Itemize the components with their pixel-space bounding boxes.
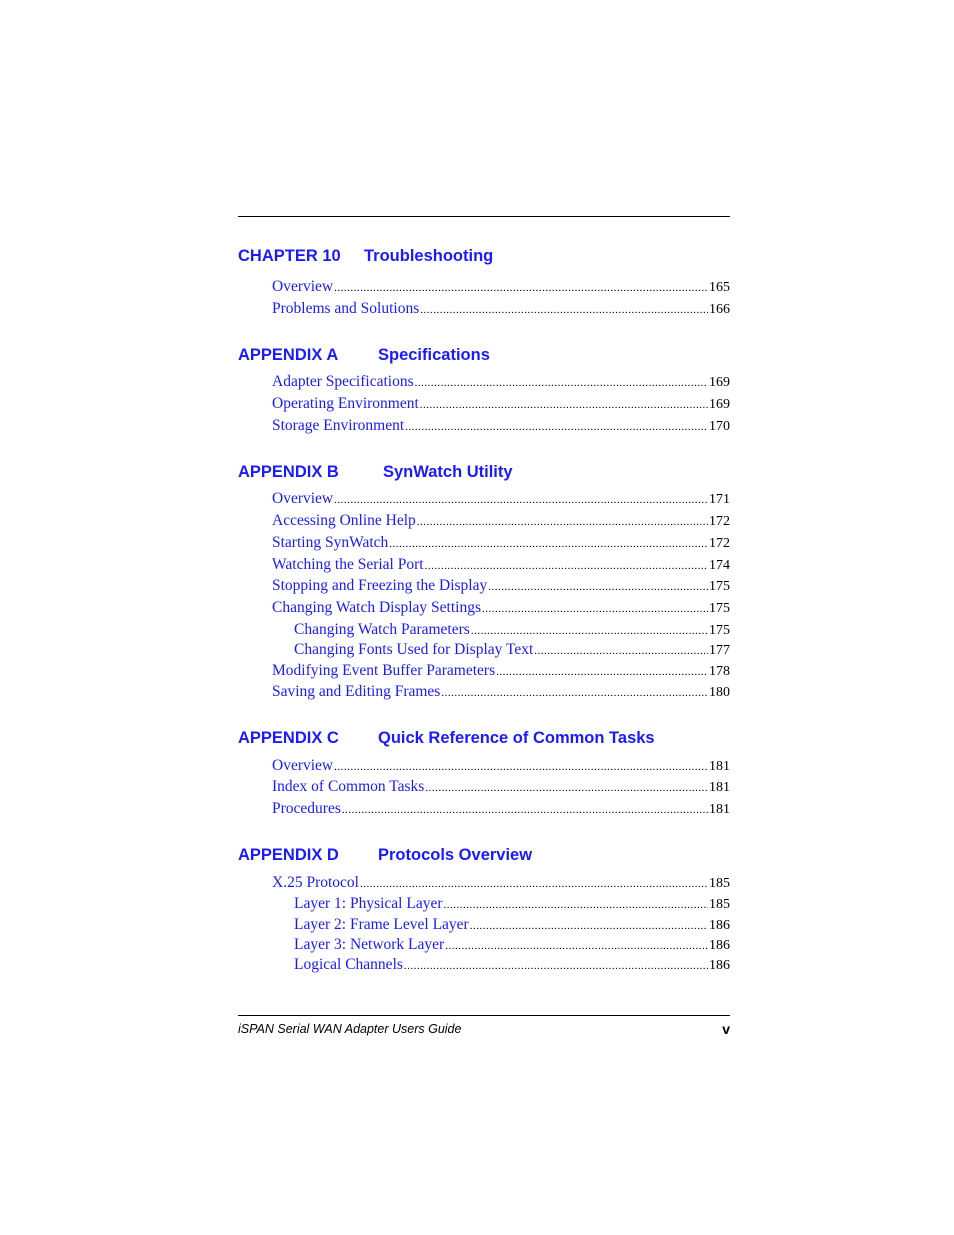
toc-entry[interactable] xyxy=(272,874,730,894)
toc-entry[interactable] xyxy=(272,800,730,820)
entry-page: 169 xyxy=(709,397,730,412)
footer-rule xyxy=(238,1015,730,1016)
leader-dots xyxy=(470,920,708,932)
footer-guide-title: iSPAN Serial WAN Adapter Users Guide xyxy=(238,1022,462,1036)
toc-subentry[interactable] xyxy=(294,641,730,661)
toc-entry[interactable] xyxy=(272,556,730,576)
leader-dots xyxy=(496,666,708,678)
chapter-title: Quick Reference of Common Tasks xyxy=(378,729,655,747)
appendix-c-heading[interactable] xyxy=(238,729,730,751)
toc-entry[interactable] xyxy=(272,417,730,437)
entry-page: 175 xyxy=(709,601,730,616)
entry-page: 172 xyxy=(709,536,730,551)
entry-title: Layer 3: Network Layer xyxy=(294,936,445,953)
entry-page: 170 xyxy=(709,419,730,434)
leader-dots xyxy=(342,804,708,816)
entry-page: 165 xyxy=(709,280,730,295)
entry-page: 186 xyxy=(709,918,730,933)
leader-dots xyxy=(441,687,708,699)
leader-dots xyxy=(534,645,708,657)
leader-dots xyxy=(334,494,708,506)
header-rule xyxy=(238,216,730,217)
toc-entry[interactable] xyxy=(272,490,730,510)
entry-title: X.25 Protocol xyxy=(272,874,359,891)
entry-page: 185 xyxy=(709,876,730,891)
leader-dots xyxy=(482,603,708,615)
toc-entry[interactable] xyxy=(272,757,730,777)
entry-title: Layer 1: Physical Layer xyxy=(294,895,443,912)
toc-subentry[interactable] xyxy=(294,916,730,936)
entry-title: Changing Watch Parameters xyxy=(294,621,470,638)
entry-page: 180 xyxy=(709,685,730,700)
entry-title: Storage Environment xyxy=(272,417,405,434)
entry-page: 186 xyxy=(709,958,730,973)
entry-page: 174 xyxy=(709,558,730,573)
appendix-d-heading[interactable] xyxy=(238,846,730,868)
chapter-label: APPENDIX D xyxy=(238,846,339,864)
entry-page: 175 xyxy=(709,579,730,594)
toc-subentry[interactable] xyxy=(294,621,730,641)
footer-page-number: v xyxy=(722,1021,730,1037)
entry-title: Procedures xyxy=(272,800,341,817)
leader-dots xyxy=(420,304,708,316)
chapter-label: APPENDIX B xyxy=(238,463,339,481)
entry-page: 186 xyxy=(709,938,730,953)
toc-entry[interactable] xyxy=(272,778,730,798)
chapter-title: Specifications xyxy=(378,346,490,364)
entry-page: 171 xyxy=(709,492,730,507)
entry-title: Starting SynWatch xyxy=(272,534,389,551)
toc-entry[interactable] xyxy=(272,599,730,619)
entry-title: Accessing Online Help xyxy=(272,512,416,529)
entry-title: Layer 2: Frame Level Layer xyxy=(294,916,469,933)
leader-dots xyxy=(471,625,708,637)
entry-title: Modifying Event Buffer Parameters xyxy=(272,662,496,679)
entry-title: Overview xyxy=(272,757,334,774)
appendix-a-heading[interactable] xyxy=(238,346,730,368)
entry-title: Watching the Serial Port xyxy=(272,556,424,573)
toc-entry[interactable] xyxy=(272,512,730,532)
chapter-label: APPENDIX A xyxy=(238,346,339,364)
leader-dots xyxy=(425,782,708,794)
leader-dots xyxy=(415,377,708,389)
entry-title: Index of Common Tasks xyxy=(272,778,425,795)
leader-dots xyxy=(420,399,708,411)
leader-dots xyxy=(488,581,708,593)
leader-dots xyxy=(425,560,708,572)
leader-dots xyxy=(389,538,708,550)
entry-title: Logical Channels xyxy=(294,956,403,973)
chapter-10-heading[interactable] xyxy=(238,247,730,269)
entry-page: 175 xyxy=(709,623,730,638)
toc-entry[interactable] xyxy=(272,300,730,320)
entry-page: 185 xyxy=(709,897,730,912)
entry-title: Saving and Editing Frames xyxy=(272,683,441,700)
leader-dots xyxy=(405,421,708,433)
leader-dots xyxy=(417,516,708,528)
chapter-label: CHAPTER 10 xyxy=(238,247,341,265)
leader-dots xyxy=(360,878,708,890)
entry-title: Changing Watch Display Settings xyxy=(272,599,481,616)
toc-entry[interactable] xyxy=(272,373,730,393)
entry-title: Problems and Solutions xyxy=(272,300,420,317)
entry-page: 181 xyxy=(709,780,730,795)
toc-subentry[interactable] xyxy=(294,895,730,915)
entry-page: 181 xyxy=(709,759,730,774)
chapter-title: Protocols Overview xyxy=(378,846,533,864)
chapter-label: APPENDIX C xyxy=(238,729,339,747)
entry-title: Changing Fonts Used for Display Text xyxy=(294,641,534,658)
entry-title: Adapter Specifications xyxy=(272,373,414,390)
entry-title: Operating Environment xyxy=(272,395,419,412)
leader-dots xyxy=(334,761,708,773)
appendix-b-heading[interactable] xyxy=(238,463,730,485)
toc-entry[interactable] xyxy=(272,683,730,703)
leader-dots xyxy=(445,940,708,952)
leader-dots xyxy=(443,899,708,911)
toc-subentry[interactable] xyxy=(294,936,730,956)
entry-title: Stopping and Freezing the Display xyxy=(272,577,488,594)
chapter-title: SynWatch Utility xyxy=(383,463,513,481)
toc-subentry[interactable] xyxy=(294,956,730,976)
toc-entry[interactable] xyxy=(272,278,730,298)
entry-page: 169 xyxy=(709,375,730,390)
entry-page: 181 xyxy=(709,802,730,817)
chapter-title: Troubleshooting xyxy=(364,247,494,265)
entry-page: 172 xyxy=(709,514,730,529)
toc-entry[interactable] xyxy=(272,534,730,554)
toc-entry[interactable] xyxy=(272,662,730,682)
leader-dots xyxy=(334,282,708,294)
toc-entry[interactable] xyxy=(272,395,730,415)
entry-page: 177 xyxy=(709,643,730,658)
toc-entry[interactable] xyxy=(272,577,730,597)
leader-dots xyxy=(404,960,708,972)
entry-title: Overview xyxy=(272,490,334,507)
entry-page: 166 xyxy=(709,302,730,317)
entry-page: 178 xyxy=(709,664,730,679)
entry-title: Overview xyxy=(272,278,334,295)
